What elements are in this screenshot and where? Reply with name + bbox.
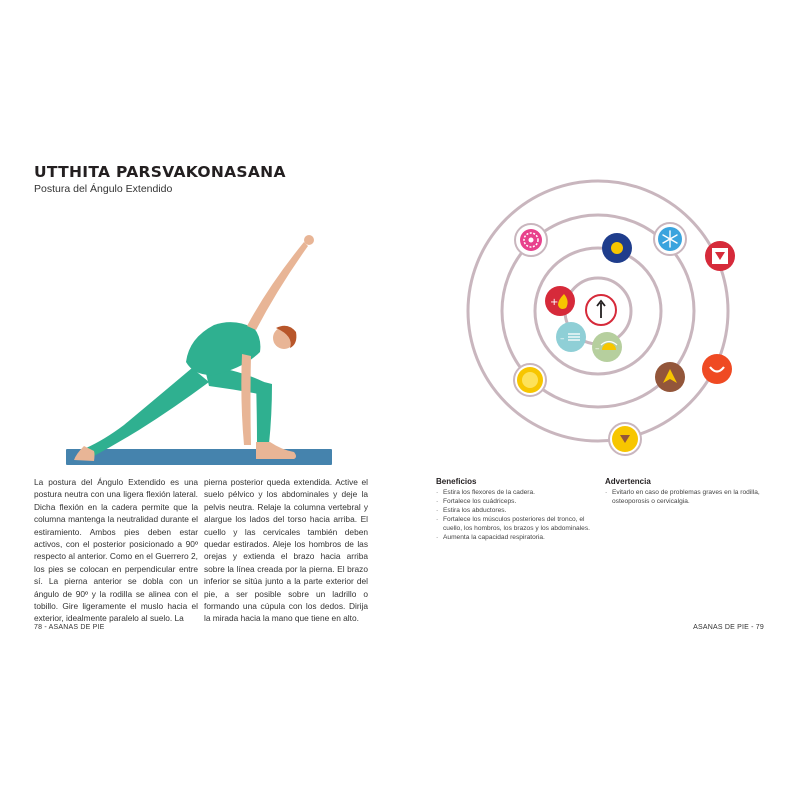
down-triangle-icon	[609, 423, 641, 455]
down-triangle-square-icon	[705, 241, 735, 271]
benefits-heading: Beneficios	[436, 477, 477, 486]
benefit-item: · Fortalece los músculos posteriores del tronco, el cuello, los hombros, los brazos y los abdominales.	[436, 516, 596, 534]
folio-left: 78 - ASANAS DE PIE	[34, 624, 105, 631]
up-arrow-icon	[586, 295, 616, 325]
mandala-icon	[515, 224, 547, 256]
svg-text:+: +	[550, 297, 559, 308]
raised-hand	[304, 235, 314, 245]
leaf-icon	[655, 362, 685, 392]
front-shin	[256, 380, 272, 444]
folio-right: ASANAS DE PIE - 79	[693, 624, 764, 631]
warning-item: · Evitarlo en caso de problemas graves en la rodilla, osteoporosis o cervicalgia.	[605, 489, 770, 507]
svg-text:–: –	[560, 334, 565, 344]
sun-dot-icon	[602, 233, 632, 263]
lower-arm	[241, 354, 251, 445]
warning-list	[605, 489, 770, 507]
snowflake-icon	[654, 223, 686, 255]
warning-heading: Advertencia	[605, 477, 651, 486]
benefit-item: · Estira los flexores de la cadera.	[436, 489, 596, 498]
upper-arm	[247, 242, 308, 330]
pose-title: UTTHITA PARSVAKONASANA	[34, 163, 286, 181]
rising-sun-icon	[592, 332, 622, 362]
benefits-list	[436, 489, 596, 542]
benefit-item: · Estira los abductores.	[436, 507, 596, 516]
benefit-item: · Aumenta la capacidad respiratoria.	[436, 534, 596, 543]
chakra-orbit-diagram	[450, 175, 795, 470]
body-column-2: pierna posterior queda extendida. Active el suelo pélvico y los abdominales y deje la pelvis neutra. Relaje la columna vertebral y alargue los lados del torso hacia arriba. El cuello y las cervicales también deben quedar estirados. Aleje los hombros de las orejas y extienda el brazo hacia arriba sobre la línea creada por la pierna. El brazo inferior se sitúa junto a la parte exterior del pie, a ser posible sobre un ladrillo o formando una cúpula con los dedos. Dirija la mirada hacia la mano que tiene en alto.	[204, 477, 368, 624]
benefit-item: · Fortalece los cuádriceps.	[436, 498, 596, 507]
breath-icon	[556, 322, 586, 352]
yellow-circle-icon	[514, 364, 546, 396]
fire-icon	[545, 286, 575, 316]
body-column-1: La postura del Ángulo Extendido es una postura neutra con una ligera flexión lateral. Dicha flexión en la cadera permite que la columna mantenga la neutralidad durante el estiramiento. Ambos pies deben estar activos, con el posterior posicionado a 90º respecto al anterior. Como en el Guerrero 2, los pies se colocan en perpendicular entre sí. La pierna anterior se dobla con un ángulo de 90º y la rodilla se alinea con el tobillo. Gire ligeramente el muslo hacia el exterior, idealmente paralelo al suelo. La	[34, 477, 198, 624]
pose-photo	[64, 230, 334, 468]
pose-subtitle: Postura del Ángulo Extendido	[34, 183, 173, 195]
svg-text:–: –	[595, 344, 600, 354]
smile-icon	[702, 354, 732, 384]
back-leg	[86, 368, 209, 456]
